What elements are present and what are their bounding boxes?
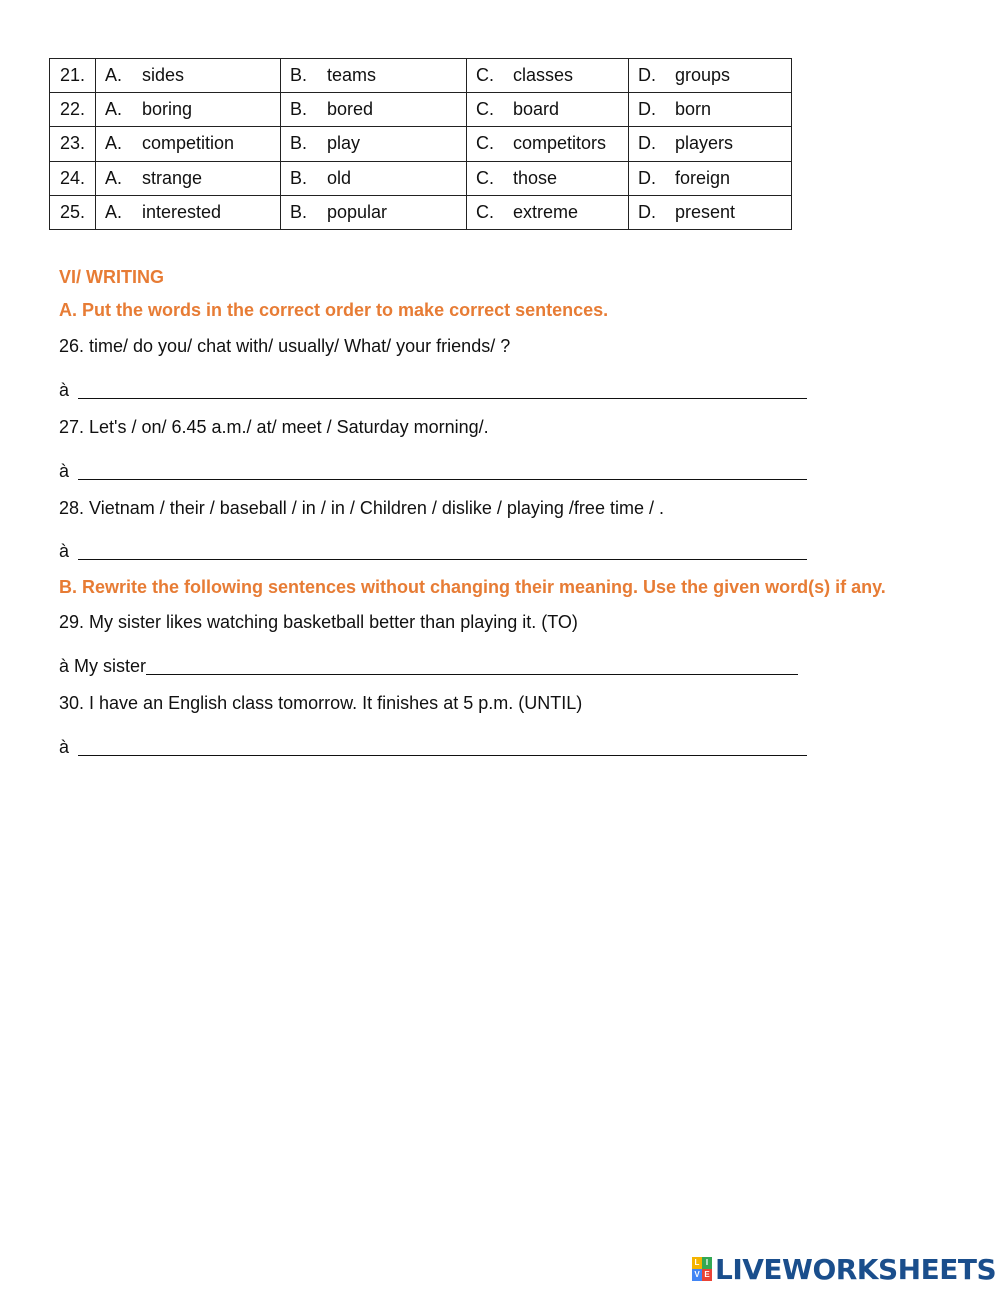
- arrow-marker: à: [59, 541, 70, 561]
- part-b-title: B. Rewrite the following sentences without changing their meaning. Use the given word(s) if any.: [59, 577, 886, 597]
- option-word: foreign: [675, 167, 731, 188]
- logo-mark-letter: V: [692, 1269, 702, 1281]
- question-number: 24.: [50, 161, 96, 195]
- option-letter: C.: [476, 99, 494, 120]
- option-d[interactable]: [629, 59, 792, 93]
- table-row: [50, 93, 792, 127]
- option-letter: A.: [105, 201, 123, 222]
- part-a-title: A. Put the words in the correct order to make correct sentences.: [59, 300, 609, 320]
- arrow-marker: à: [59, 737, 70, 757]
- option-d[interactable]: [629, 195, 792, 229]
- question-number: 22.: [50, 93, 96, 127]
- liveworksheets-logo: [692, 1254, 996, 1284]
- option-word: born: [675, 99, 712, 120]
- option-letter: D.: [638, 201, 656, 222]
- answer-29[interactable]: [59, 653, 798, 677]
- option-letter: C.: [476, 167, 494, 188]
- question-26: 26. time/ do you/ chat with/ usually/ What/ your friends/ ?: [59, 336, 511, 356]
- option-b[interactable]: [281, 93, 467, 127]
- option-letter: A.: [105, 65, 123, 86]
- answer-blank[interactable]: [78, 541, 807, 560]
- answer-prefix: à My sister: [59, 656, 147, 676]
- option-word: play: [327, 133, 361, 154]
- question-27: 27. Let's / on/ 6.45 a.m./ at/ meet / Saturday morning/.: [59, 417, 489, 437]
- option-c[interactable]: [467, 195, 629, 229]
- option-d[interactable]: [629, 161, 792, 195]
- table-row: [50, 195, 792, 229]
- question-29: 29. My sister likes watching basketball better than playing it. (TO): [59, 612, 578, 632]
- logo-mark-letter: I: [702, 1257, 712, 1269]
- question-number: 23.: [50, 127, 96, 161]
- table-row: [50, 127, 792, 161]
- option-b[interactable]: [281, 127, 467, 161]
- option-word: present: [675, 201, 736, 222]
- option-a[interactable]: [96, 93, 281, 127]
- option-c[interactable]: [467, 93, 629, 127]
- option-letter: A.: [105, 133, 123, 154]
- question-number: 21.: [50, 59, 96, 93]
- answer-26[interactable]: [59, 377, 807, 401]
- question-number: 25.: [50, 195, 96, 229]
- option-word: boring: [142, 99, 193, 120]
- option-a[interactable]: [96, 59, 281, 93]
- option-letter: C.: [476, 133, 494, 154]
- option-c[interactable]: [467, 59, 629, 93]
- question-30: 30. I have an English class tomorrow. It finishes at 5 p.m. (UNTIL): [59, 693, 583, 713]
- table-row: [50, 161, 792, 195]
- option-word: classes: [513, 65, 574, 86]
- option-word: sides: [142, 65, 185, 86]
- option-word: groups: [675, 65, 731, 86]
- option-word: bored: [327, 99, 374, 120]
- option-letter: C.: [476, 65, 494, 86]
- option-word: teams: [327, 65, 377, 86]
- answer-blank[interactable]: [146, 656, 798, 675]
- option-b[interactable]: [281, 195, 467, 229]
- option-c[interactable]: [467, 127, 629, 161]
- option-letter: C.: [476, 201, 494, 222]
- answer-blank[interactable]: [78, 737, 807, 756]
- option-letter: B.: [290, 201, 308, 222]
- option-letter: B.: [290, 65, 308, 86]
- answer-28[interactable]: [59, 538, 807, 562]
- option-a[interactable]: [96, 161, 281, 195]
- option-letter: D.: [638, 167, 656, 188]
- option-d[interactable]: [629, 127, 792, 161]
- option-b[interactable]: [281, 59, 467, 93]
- logo-mark-letter: L: [692, 1257, 702, 1269]
- option-word: board: [513, 99, 560, 120]
- section-title: VI/ WRITING: [59, 267, 164, 287]
- question-28: 28. Vietnam / their / baseball / in / in / Children / dislike / playing /free time / .: [59, 498, 664, 518]
- option-word: strange: [142, 167, 203, 188]
- logo-mark-icon: [692, 1257, 712, 1281]
- option-letter: D.: [638, 133, 656, 154]
- option-b[interactable]: [281, 161, 467, 195]
- option-letter: D.: [638, 65, 656, 86]
- option-word: old: [327, 167, 352, 188]
- option-word: players: [675, 133, 734, 154]
- option-letter: A.: [105, 167, 123, 188]
- option-word: popular: [327, 201, 388, 222]
- arrow-marker: à: [59, 380, 70, 400]
- option-letter: B.: [290, 167, 308, 188]
- table-row: [50, 59, 792, 93]
- arrow-marker: à: [59, 461, 70, 481]
- option-word: interested: [142, 201, 222, 222]
- option-word: competition: [142, 133, 235, 154]
- answer-blank[interactable]: [78, 461, 807, 480]
- option-word: extreme: [513, 201, 579, 222]
- option-c[interactable]: [467, 161, 629, 195]
- option-d[interactable]: [629, 93, 792, 127]
- logo-mark-letter: E: [702, 1269, 712, 1281]
- answer-blank[interactable]: [78, 380, 807, 399]
- option-letter: B.: [290, 133, 308, 154]
- answer-30[interactable]: [59, 734, 807, 758]
- option-word: competitors: [513, 133, 607, 154]
- answer-27[interactable]: [59, 458, 807, 482]
- option-letter: A.: [105, 99, 123, 120]
- option-a[interactable]: [96, 195, 281, 229]
- option-word: those: [513, 167, 558, 188]
- option-letter: D.: [638, 99, 656, 120]
- option-a[interactable]: [96, 127, 281, 161]
- logo-text: LIVEWORKSHEETS: [715, 1252, 997, 1286]
- answer-options-table: [49, 58, 792, 230]
- option-letter: B.: [290, 99, 308, 120]
